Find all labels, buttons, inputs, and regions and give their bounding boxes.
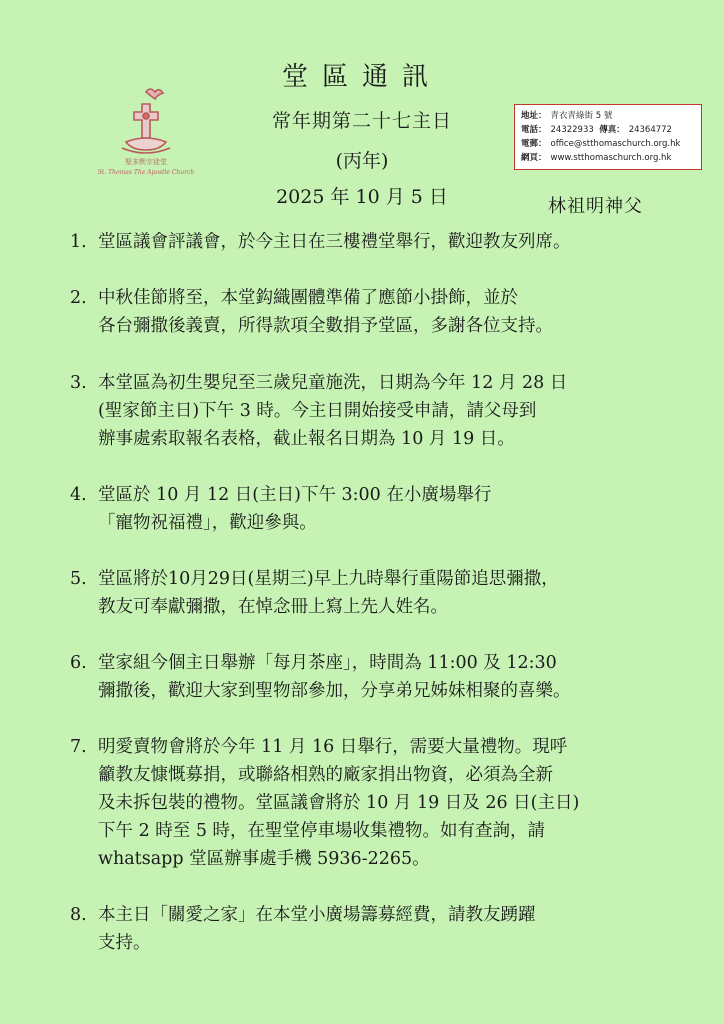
logo-caption: 聖多默宗徒堂 <box>125 158 167 166</box>
notice-item: 5. 堂區將於10月29日(星期三)早上九時舉行重陽節追思彌撒， 教友可奉獻彌撒，在悼念冊上寫上先人姓名。 <box>70 569 559 617</box>
contact-email: 電郵： office@stthomaschurch.org.hk <box>521 139 681 149</box>
notice-item: 4. 堂區於 10 月 12 日(主日)下午 3:00 在小廣場舉行 「寵物祝福禮」，歡迎參與。 <box>70 485 492 533</box>
notice-item: 6. 堂家組今個主日舉辦「每月茶座」，時間為 11:00 及 12:30 彌撒後，歡迎大家到聖物部參加，分享弟兄姊妹相聚的喜樂。 <box>70 653 571 701</box>
notice-item: 7. 明愛賣物會將於今年 11 月 16 日舉行，需要大量禮物。現呼 籲教友慷慨募捐，或聯絡相熟的廠家捐出物資，必須為全新 及未拆包裝的禮物。堂區議會將於 10 月 19 日及 26 日(主日) 下午 2 時至 5 時，在聖堂停車場收集禮物。如有查詢，請 whatsapp 堂區辦事處手機 5936-2265。 <box>70 737 580 869</box>
church-logo <box>97 80 222 190</box>
logo-text: St. Thomas The Apostle Church <box>97 169 195 176</box>
contact-web: 網頁： www.stthomaschurch.org.hk <box>521 153 672 163</box>
liturgical-week: 常年期第二十七主日 <box>271 110 452 132</box>
notice-item: 2. 中秋佳節將至，本堂鈎織團體準備了應節小掛飾，並於 各台彌撒後義賣，所得款項全數捐予堂區，多謝各位支持。 <box>70 288 553 336</box>
priest-name: 林祖明神父 <box>548 196 643 217</box>
notice-item: 1. 堂區議會評議會，於今主日在三樓禮堂舉行，歡迎教友列席。 <box>70 232 571 252</box>
notice-item: 3. 本堂區為初生嬰兒至三歲兒童施洗，日期為今年 12 月 28 日 (聖家節主日)下午 3 時。今主日開始接受申請，請父母到 辦事處索取報名表格，截止報名日期為 10 月 19 日。 <box>70 373 568 449</box>
contact-phone: 電話： 24322933 傳真： 24364772 <box>521 125 672 135</box>
contact-box <box>514 104 702 170</box>
issue-date: 2025 年 10 月 5 日 <box>276 186 448 208</box>
notice-list <box>70 228 710 957</box>
liturgical-year: (丙年) <box>335 150 389 172</box>
page-title: 堂區通訊 <box>281 62 442 92</box>
contact-address: 地址： 青衣青綠街 5 號 <box>521 111 613 121</box>
notice-item: 8. 本主日「關愛之家」在本堂小廣場籌募經費，請教友踴躍 支持。 <box>70 905 536 953</box>
